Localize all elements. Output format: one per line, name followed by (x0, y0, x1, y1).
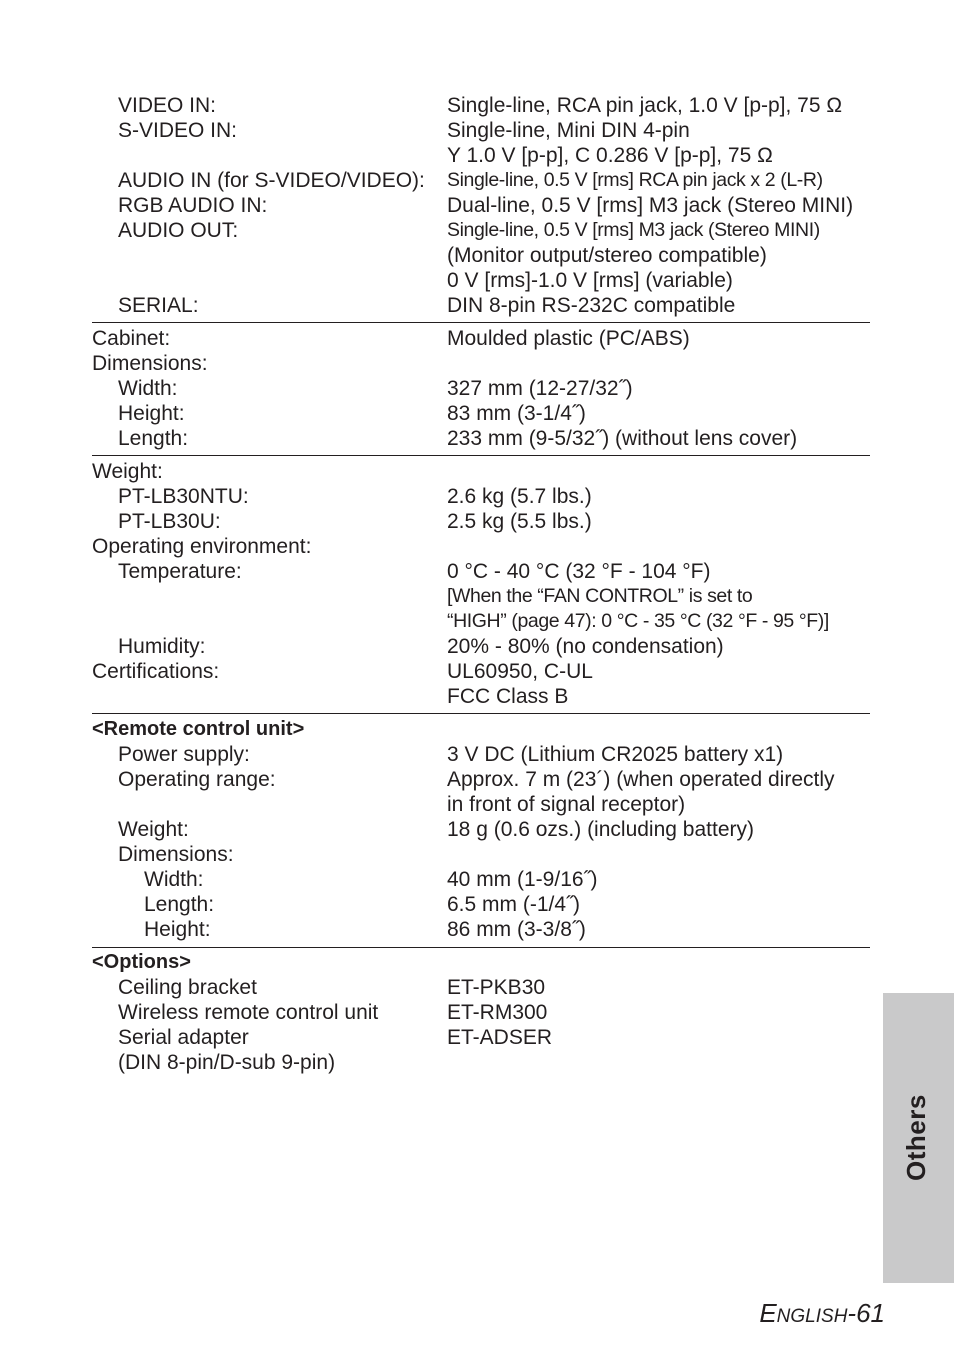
spec-label: SERIAL: (118, 294, 199, 317)
spec-value: Moulded plastic (PC/ABS) (447, 327, 690, 350)
spec-value: 233 mm (9-5/32˝) (without lens cover) (447, 427, 798, 450)
spec-row (92, 168, 870, 193)
section-connectors (92, 93, 870, 318)
spec-value: ET-RM300 (447, 1001, 548, 1024)
spec-row (92, 218, 870, 243)
spec-value: (Monitor output/stereo compatible) (447, 244, 767, 267)
spec-row (92, 193, 870, 218)
spec-label: Humidity: (118, 635, 206, 658)
spec-label: PT-LB30NTU: (118, 485, 249, 508)
section-divider (92, 322, 870, 323)
spec-label: Operating environment: (92, 535, 312, 558)
spec-label: AUDIO IN (for S-VIDEO/VIDEO): (118, 169, 425, 192)
spec-row (92, 917, 870, 942)
spec-value: ET-ADSER (447, 1026, 553, 1049)
spec-row (92, 1025, 870, 1050)
spec-value: Single-line, 0.5 V [rms] M3 jack (Stereo MINI) (447, 219, 820, 241)
spec-row (92, 659, 870, 684)
spec-label: (DIN 8-pin/D-sub 9-pin) (118, 1051, 336, 1074)
spec-label: Height: (118, 402, 185, 425)
heading-text: <Remote control unit> (92, 718, 305, 740)
spec-value: 3 V DC (Lithium CR2025 battery x1) (447, 743, 784, 766)
spec-row (92, 867, 870, 892)
spec-value: in front of signal receptor) (447, 793, 686, 816)
spec-row (92, 534, 870, 559)
spec-row (92, 376, 870, 401)
section-weight-environment (92, 459, 870, 709)
others-side-tab (883, 993, 954, 1283)
spec-row (92, 684, 870, 709)
spec-value: Single-line, Mini DIN 4-pin (447, 119, 690, 142)
spec-row (92, 792, 870, 817)
section-heading (92, 950, 870, 975)
spec-row (92, 584, 870, 609)
spec-value: “HIGH” (page 47): 0 °C - 35 °C (32 °F - 95 °F)] (447, 610, 829, 632)
spec-row (92, 118, 870, 143)
spec-label: Width: (118, 377, 178, 400)
spec-label: Height: (144, 918, 211, 941)
spec-row (92, 93, 870, 118)
spec-value: FCC Class B (447, 685, 569, 708)
spec-value: Single-line, RCA pin jack, 1.0 V [p-p], 75 Ω (447, 94, 843, 117)
spec-label: Serial adapter (118, 1026, 249, 1049)
spec-value: 2.6 kg (5.7 lbs.) (447, 485, 592, 508)
spec-label: Operating range: (118, 768, 276, 791)
spec-label: Cabinet: (92, 327, 171, 350)
spec-label: Power supply: (118, 743, 250, 766)
spec-value: Approx. 7 m (23´) (when operated directly (447, 768, 835, 791)
spec-value: Single-line, 0.5 V [rms] RCA pin jack x 2 (L-R) (447, 169, 823, 191)
section-cabinet (92, 326, 870, 451)
spec-value: DIN 8-pin RS-232C compatible (447, 294, 736, 317)
spec-value: 83 mm (3-1/4˝) (447, 402, 586, 425)
spec-label: Weight: (92, 460, 163, 483)
spec-row (92, 268, 870, 293)
spec-label: VIDEO IN: (118, 94, 217, 117)
footer-lang-rest: NGLISH (776, 1306, 848, 1327)
spec-row (92, 1050, 870, 1075)
spec-row (92, 426, 870, 451)
spec-row (92, 975, 870, 1000)
section-remote-control (92, 717, 870, 942)
spec-row (92, 634, 870, 659)
spec-label: Ceiling bracket (118, 976, 257, 999)
section-divider (92, 713, 870, 714)
spec-value: 40 mm (1-9/16˝) (447, 868, 598, 891)
spec-label: RGB AUDIO IN: (118, 194, 268, 217)
spec-row (92, 609, 870, 634)
spec-value: UL60950, C-UL (447, 660, 593, 683)
spec-label: Length: (144, 893, 215, 916)
spec-row (92, 401, 870, 426)
spec-value: ET-PKB30 (447, 976, 546, 999)
spec-row (92, 326, 870, 351)
spec-label: PT-LB30U: (118, 510, 221, 533)
spec-value: [When the “FAN CONTROL” is set to (447, 585, 753, 607)
spec-row (92, 484, 870, 509)
spec-label: Dimensions: (92, 352, 208, 375)
footer-page-number: -61 (847, 1298, 885, 1328)
spec-row (92, 459, 870, 484)
spec-value: 327 mm (12-27/32˝) (447, 377, 633, 400)
spec-row (92, 842, 870, 867)
spec-row (92, 509, 870, 534)
spec-label: Wireless remote control unit (118, 1001, 379, 1024)
spec-value: 0 V [rms]-1.0 V [rms] (variable) (447, 269, 733, 292)
spec-label: Dimensions: (118, 843, 234, 866)
spec-value: 20% - 80% (no condensation) (447, 635, 724, 658)
spec-row (92, 351, 870, 376)
spec-value: 0 °C - 40 °C (32 °F - 104 °F) (447, 560, 711, 583)
section-divider (92, 455, 870, 456)
spec-label: Width: (144, 868, 204, 891)
spec-label: Weight: (118, 818, 189, 841)
spec-value: 18 g (0.6 ozs.) (including battery) (447, 818, 754, 841)
spec-value: Y 1.0 V [p-p], C 0.286 V [p-p], 75 Ω (447, 144, 773, 167)
section-heading (92, 717, 870, 742)
spec-row (92, 143, 870, 168)
spec-value: 86 mm (3-3/8˝) (447, 918, 586, 941)
spec-label: S-VIDEO IN: (118, 119, 238, 142)
spec-value: Dual-line, 0.5 V [rms] M3 jack (Stereo MINI) (447, 194, 854, 217)
spec-value: 6.5 mm (-1/4˝) (447, 893, 581, 916)
spec-row (92, 559, 870, 584)
spec-row (92, 742, 870, 767)
footer-lang-initial: E (759, 1298, 777, 1328)
side-tab-label: Others (901, 1094, 931, 1181)
spec-row (92, 767, 870, 792)
spec-row (92, 1000, 870, 1025)
spec-row (92, 892, 870, 917)
spec-row (92, 243, 870, 268)
spec-row (92, 817, 870, 842)
page-footer (720, 1298, 885, 1329)
spec-label: Length: (118, 427, 189, 450)
section-options (92, 950, 870, 1075)
spec-label: Certifications: (92, 660, 220, 683)
heading-text: <Options> (92, 951, 191, 973)
spec-label: AUDIO OUT: (118, 219, 239, 242)
spec-value: 2.5 kg (5.5 lbs.) (447, 510, 592, 533)
spec-label: Temperature: (118, 560, 242, 583)
section-divider (92, 947, 870, 948)
spec-row (92, 293, 870, 318)
